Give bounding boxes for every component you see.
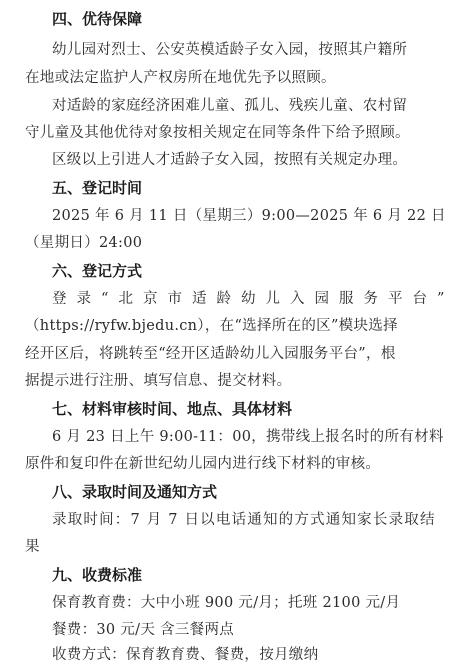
section-heading-registration-time: 五、登记时间 (52, 179, 143, 197)
paragraph-line: 据提示进行注册、填写信息、提交材料。 (25, 373, 292, 389)
paragraph-line: 收费方式：保育教育费、餐费，按月缴纳 (52, 647, 319, 663)
paragraph-line: 果 (25, 539, 40, 555)
section-heading-material-review: 七、材料审核时间、地点、具体材料 (52, 400, 293, 418)
paragraph-line: 2025 年 6 月 11 日（星期三）9:00—2025 年 6 月 22 日 (52, 208, 446, 224)
paragraph-line: 餐费：30 元/天 含三餐两点 (52, 622, 235, 638)
section-heading-preferential: 四、优待保障 (52, 10, 143, 28)
paragraph-line: 登 录 “ 北 京 市 适 龄 幼 儿 入 园 服 务 平 台 ” (52, 291, 448, 307)
paragraph-line-with-url: （https://ryfw.bjedu.cn），在“选择所在的区”模块选择 (25, 318, 398, 334)
paragraph-line: 经开区后，将跳转至“经开区适龄幼儿入园服务平台”，根 (25, 346, 396, 362)
paragraph-line: 幼儿园对烈士、公安英模适龄子女入园，按照其户籍所 (52, 42, 408, 58)
paragraph-line: 守儿童及其他优待对象按相关规定在同等条件下给予照顾。 (25, 125, 410, 141)
paragraph-line: 录取时间：7 月 7 日以电话通知的方式通知家长录取结 (52, 512, 436, 528)
paragraph-line: 在地或法定监护人产权房所在地优先予以照顾。 (25, 70, 336, 86)
paragraph-line: 原件和复印件在新世纪幼儿园内进行线下材料的审核。 (25, 456, 381, 472)
paragraph-line: 保育教育费：大中小班 900 元/月；托班 2100 元/月 (52, 595, 401, 611)
paragraph-line: （星期日）24:00 (25, 235, 143, 251)
paragraph-line: 区级以上引进人才适龄子女入园，按照有关规定办理。 (52, 152, 408, 168)
section-heading-registration-method: 六、登记方式 (52, 262, 143, 280)
section-heading-admission-notice: 八、录取时间及通知方式 (52, 483, 218, 501)
section-heading-fee-standard: 九、收费标准 (52, 566, 143, 584)
paragraph-line: 对适龄的家庭经济困难儿童、孤儿、残疾儿童、农村留 (52, 98, 408, 114)
paragraph-line: 6 月 23 日上午 9:00-11：00，携带线上报名时的所有材料 (52, 429, 444, 445)
